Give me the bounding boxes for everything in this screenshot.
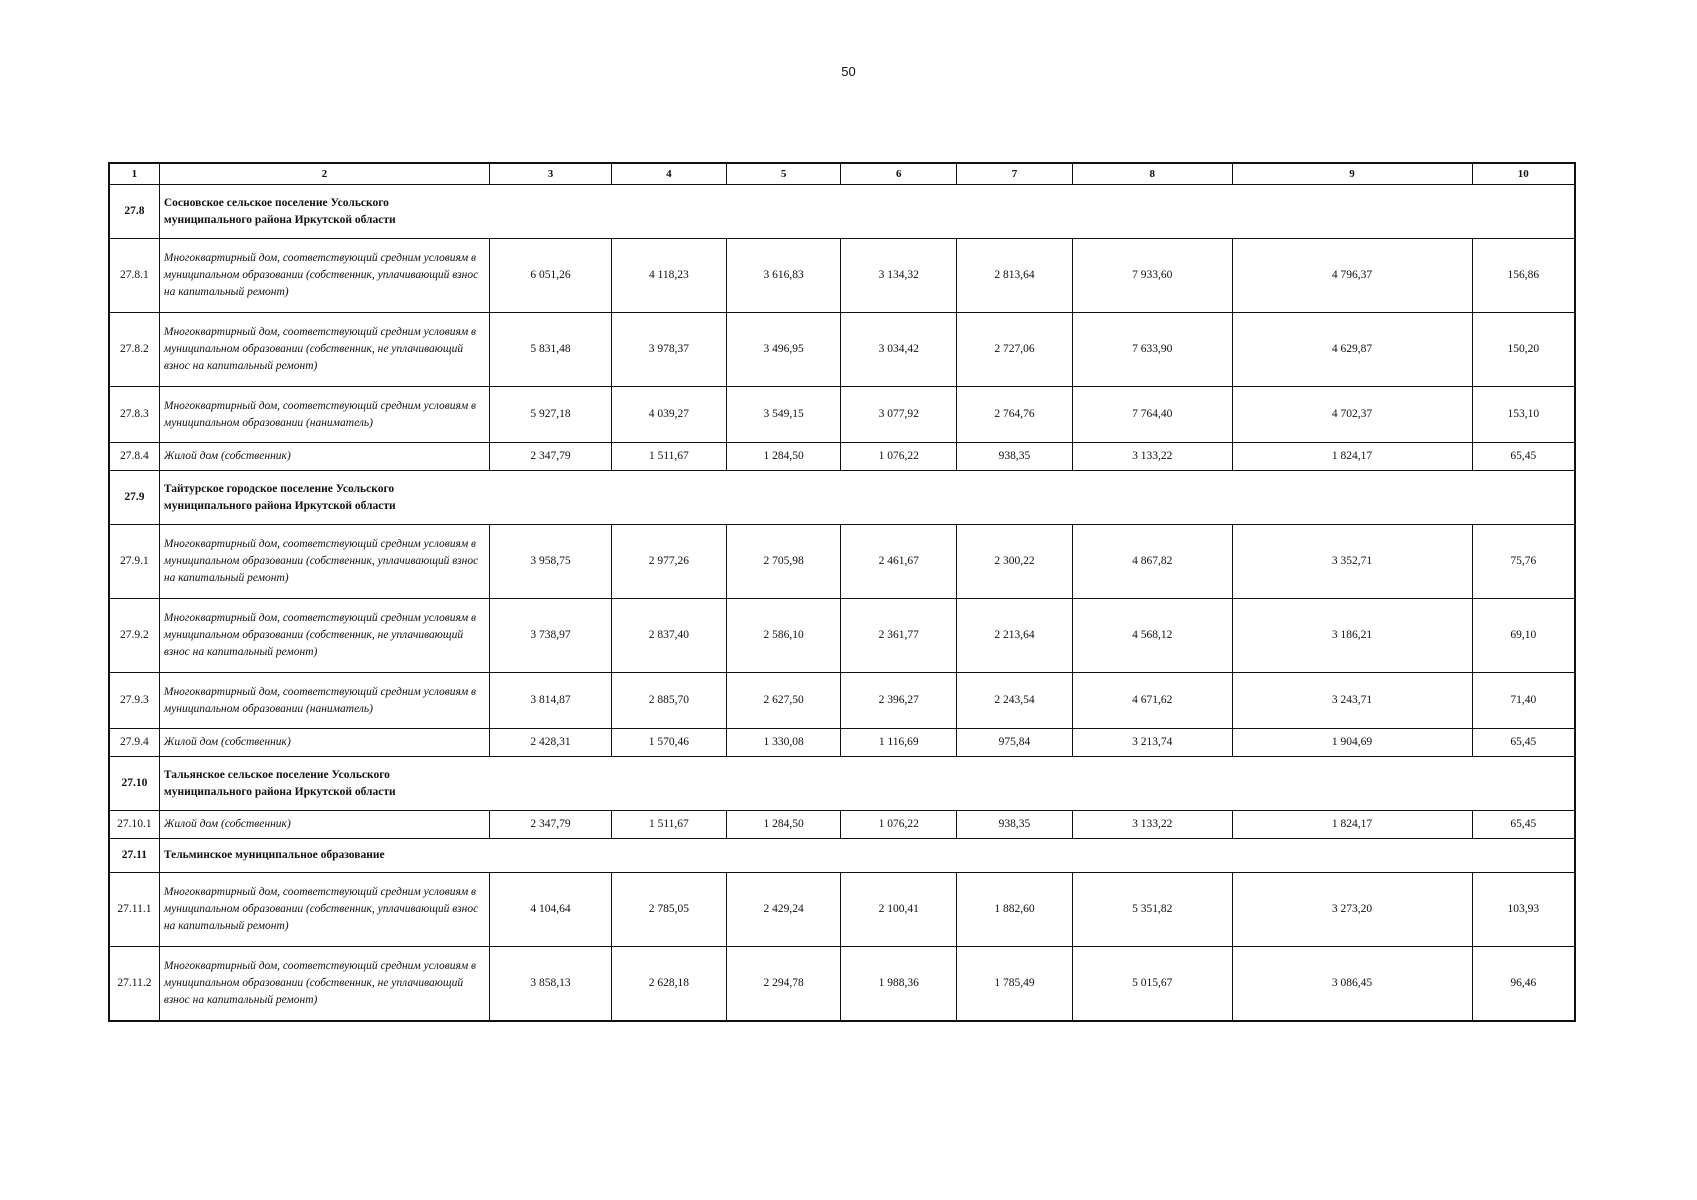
- cell-col-4: 1 570,46: [612, 729, 727, 757]
- cell-col-6: 2 461,67: [841, 525, 957, 599]
- cell-col-9: 3 273,20: [1232, 873, 1472, 947]
- cell-col-6: 1 988,36: [841, 947, 957, 1021]
- column-number-6: 6: [841, 163, 957, 185]
- cell-col-4: 4 039,27: [612, 387, 727, 443]
- cell-col-3: 5 831,48: [489, 313, 611, 387]
- column-number-9: 9: [1232, 163, 1472, 185]
- cell-col-3: 2 347,79: [489, 811, 611, 839]
- cell-col-5: 2 429,24: [726, 873, 841, 947]
- column-number-2: 2: [159, 163, 489, 185]
- cell-col-4: 1 511,67: [612, 443, 727, 471]
- cell-col-7: 2 727,06: [957, 313, 1073, 387]
- cell-col-8: 5 351,82: [1072, 873, 1232, 947]
- cell-col-4: 2 785,05: [612, 873, 727, 947]
- cell-col-6: 3 134,32: [841, 239, 957, 313]
- table-row: [109, 673, 1575, 729]
- cell-col-4: 4 118,23: [612, 239, 727, 313]
- cell-col-10: 71,40: [1472, 673, 1575, 729]
- cell-col-6: 2 100,41: [841, 873, 957, 947]
- table-row: [109, 525, 1575, 599]
- cell-col-8: 3 133,22: [1072, 811, 1232, 839]
- table-row: [109, 313, 1575, 387]
- cell-col-3: 6 051,26: [489, 239, 611, 313]
- row-description: Многоквартирный дом, соответствующий средним условиям в муниципальном образовании (собственник, не уплачивающий взнос на капитальный ремонт): [159, 947, 489, 1021]
- section-code: 27.10: [109, 757, 159, 811]
- cell-col-3: 3 858,13: [489, 947, 611, 1021]
- row-description: Многоквартирный дом, соответствующий средним условиям в муниципальном образовании (собственник, не уплачивающий взнос на капитальный ремонт): [159, 599, 489, 673]
- section-title: Тельминское муниципальное образование: [159, 839, 1575, 873]
- section-row: [109, 185, 1575, 239]
- cell-col-5: 2 705,98: [726, 525, 841, 599]
- table-row: [109, 443, 1575, 471]
- section-row: [109, 757, 1575, 811]
- cell-col-8: 4 568,12: [1072, 599, 1232, 673]
- column-number-4: 4: [612, 163, 727, 185]
- cell-col-5: 3 616,83: [726, 239, 841, 313]
- table-row: [109, 729, 1575, 757]
- row-code: 27.11.1: [109, 873, 159, 947]
- table-row: [109, 599, 1575, 673]
- column-number-5: 5: [726, 163, 841, 185]
- row-code: 27.9.1: [109, 525, 159, 599]
- cell-col-9: 1 824,17: [1232, 443, 1472, 471]
- row-description: Многоквартирный дом, соответствующий средним условиям в муниципальном образовании (наниматель): [159, 673, 489, 729]
- cell-col-6: 1 076,22: [841, 811, 957, 839]
- cell-col-3: 4 104,64: [489, 873, 611, 947]
- cell-col-10: 156,86: [1472, 239, 1575, 313]
- cell-col-6: 2 396,27: [841, 673, 957, 729]
- cell-col-10: 150,20: [1472, 313, 1575, 387]
- column-number-8: 8: [1072, 163, 1232, 185]
- row-description: Жилой дом (собственник): [159, 811, 489, 839]
- table-row: [109, 239, 1575, 313]
- cell-col-5: 3 549,15: [726, 387, 841, 443]
- cell-col-10: 65,45: [1472, 811, 1575, 839]
- cell-col-8: 3 213,74: [1072, 729, 1232, 757]
- page-number: 50: [841, 64, 856, 79]
- row-description: Жилой дом (собственник): [159, 729, 489, 757]
- row-code: 27.8.4: [109, 443, 159, 471]
- cell-col-4: 1 511,67: [612, 811, 727, 839]
- cell-col-7: 2 213,64: [957, 599, 1073, 673]
- cell-col-7: 2 813,64: [957, 239, 1073, 313]
- cell-col-4: 2 885,70: [612, 673, 727, 729]
- cell-col-5: 2 586,10: [726, 599, 841, 673]
- cell-col-10: 153,10: [1472, 387, 1575, 443]
- row-description: Жилой дом (собственник): [159, 443, 489, 471]
- column-number-3: 3: [489, 163, 611, 185]
- table-body: [109, 185, 1575, 1021]
- cell-col-8: 4 867,82: [1072, 525, 1232, 599]
- cell-col-4: 2 837,40: [612, 599, 727, 673]
- row-code: 27.10.1: [109, 811, 159, 839]
- cell-col-5: 1 330,08: [726, 729, 841, 757]
- cell-col-5: 1 284,50: [726, 443, 841, 471]
- cell-col-10: 65,45: [1472, 729, 1575, 757]
- cell-col-10: 75,76: [1472, 525, 1575, 599]
- cell-col-3: 3 814,87: [489, 673, 611, 729]
- cell-col-9: 1 904,69: [1232, 729, 1472, 757]
- cell-col-6: 2 361,77: [841, 599, 957, 673]
- cell-col-3: 2 347,79: [489, 443, 611, 471]
- cell-col-3: 3 958,75: [489, 525, 611, 599]
- row-code: 27.8.2: [109, 313, 159, 387]
- section-row: [109, 839, 1575, 873]
- cell-col-9: 3 086,45: [1232, 947, 1472, 1021]
- cell-col-5: 2 627,50: [726, 673, 841, 729]
- cell-col-5: 1 284,50: [726, 811, 841, 839]
- section-code: 27.11: [109, 839, 159, 873]
- cell-col-9: 1 824,17: [1232, 811, 1472, 839]
- row-code: 27.9.3: [109, 673, 159, 729]
- column-number-1: 1: [109, 163, 159, 185]
- cell-col-8: 4 671,62: [1072, 673, 1232, 729]
- cell-col-7: 2 764,76: [957, 387, 1073, 443]
- column-number-10: 10: [1472, 163, 1575, 185]
- section-title: Сосновское сельское поселение Усольского муниципального района Иркутской области: [159, 185, 1575, 239]
- section-code: 27.9: [109, 471, 159, 525]
- row-description: Многоквартирный дом, соответствующий средним условиям в муниципальном образовании (собственник, не уплачивающий взнос на капитальный ремонт): [159, 313, 489, 387]
- cell-col-5: 3 496,95: [726, 313, 841, 387]
- cell-col-9: 4 796,37: [1232, 239, 1472, 313]
- cell-col-8: 7 764,40: [1072, 387, 1232, 443]
- row-code: 27.8.1: [109, 239, 159, 313]
- cell-col-9: 4 702,37: [1232, 387, 1472, 443]
- cell-col-4: 3 978,37: [612, 313, 727, 387]
- cell-col-7: 938,35: [957, 811, 1073, 839]
- row-code: 27.9.4: [109, 729, 159, 757]
- cell-col-8: 3 133,22: [1072, 443, 1232, 471]
- cell-col-7: 2 300,22: [957, 525, 1073, 599]
- cell-col-6: 1 116,69: [841, 729, 957, 757]
- column-number-row: [109, 163, 1575, 185]
- cell-col-4: 2 977,26: [612, 525, 727, 599]
- table-row: [109, 947, 1575, 1021]
- row-description: Многоквартирный дом, соответствующий средним условиям в муниципальном образовании (собственник, уплачивающий взнос на капитальный ремонт): [159, 239, 489, 313]
- row-description: Многоквартирный дом, соответствующий средним условиям в муниципальном образовании (наниматель): [159, 387, 489, 443]
- cell-col-10: 103,93: [1472, 873, 1575, 947]
- section-title: Тальянское сельское поселение Усольского муниципального района Иркутской области: [159, 757, 1575, 811]
- cell-col-7: 1 882,60: [957, 873, 1073, 947]
- cell-col-3: 2 428,31: [489, 729, 611, 757]
- cell-col-10: 96,46: [1472, 947, 1575, 1021]
- row-code: 27.8.3: [109, 387, 159, 443]
- cell-col-6: 3 077,92: [841, 387, 957, 443]
- cell-col-6: 3 034,42: [841, 313, 957, 387]
- table-row: [109, 387, 1575, 443]
- column-number-7: 7: [957, 163, 1073, 185]
- cell-col-8: 5 015,67: [1072, 947, 1232, 1021]
- cell-col-9: 3 243,71: [1232, 673, 1472, 729]
- section-row: [109, 471, 1575, 525]
- cell-col-7: 975,84: [957, 729, 1073, 757]
- cell-col-4: 2 628,18: [612, 947, 727, 1021]
- cell-col-3: 3 738,97: [489, 599, 611, 673]
- cell-col-9: 3 186,21: [1232, 599, 1472, 673]
- section-code: 27.8: [109, 185, 159, 239]
- cell-col-9: 4 629,87: [1232, 313, 1472, 387]
- cell-col-6: 1 076,22: [841, 443, 957, 471]
- cell-col-8: 7 633,90: [1072, 313, 1232, 387]
- table-row: [109, 873, 1575, 947]
- section-title: Тайтурское городское поселение Усольского муниципального района Иркутской области: [159, 471, 1575, 525]
- cell-col-9: 3 352,71: [1232, 525, 1472, 599]
- cell-col-10: 65,45: [1472, 443, 1575, 471]
- table-row: [109, 811, 1575, 839]
- cell-col-10: 69,10: [1472, 599, 1575, 673]
- row-code: 27.11.2: [109, 947, 159, 1021]
- cell-col-7: 2 243,54: [957, 673, 1073, 729]
- cell-col-3: 5 927,18: [489, 387, 611, 443]
- cell-col-7: 1 785,49: [957, 947, 1073, 1021]
- row-description: Многоквартирный дом, соответствующий средним условиям в муниципальном образовании (собственник, уплачивающий взнос на капитальный ремонт): [159, 525, 489, 599]
- tariff-table: [108, 162, 1576, 1022]
- cell-col-8: 7 933,60: [1072, 239, 1232, 313]
- cell-col-7: 938,35: [957, 443, 1073, 471]
- row-description: Многоквартирный дом, соответствующий средним условиям в муниципальном образовании (собственник, уплачивающий взнос на капитальный ремонт): [159, 873, 489, 947]
- cell-col-5: 2 294,78: [726, 947, 841, 1021]
- row-code: 27.9.2: [109, 599, 159, 673]
